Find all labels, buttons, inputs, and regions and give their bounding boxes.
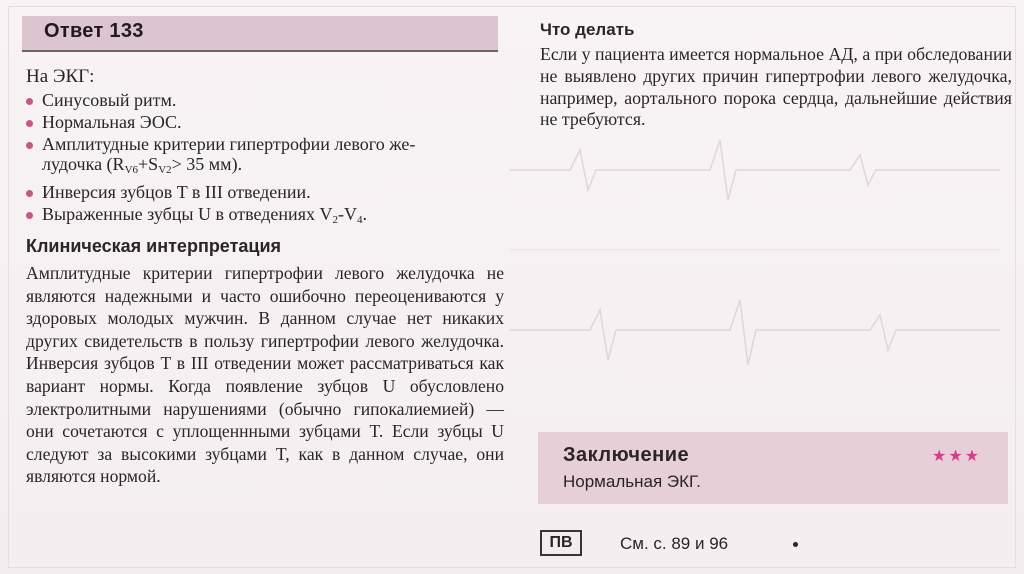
conclusion-title: Заключение bbox=[563, 444, 690, 466]
subscript: 2 bbox=[332, 214, 338, 226]
finding-line1: Амплитудные критерии гипертрофии левого же- bbox=[42, 134, 416, 154]
subscript: V2 bbox=[158, 164, 172, 176]
ecg-bleed-through bbox=[510, 130, 1000, 430]
subscript: V6 bbox=[124, 164, 139, 176]
finding-item bbox=[26, 90, 506, 110]
rating-stars-icon: ★★★ bbox=[932, 446, 982, 465]
finding-item bbox=[26, 112, 506, 132]
finding-item bbox=[26, 182, 506, 202]
finding-line2-pre: лудочка (R bbox=[42, 154, 125, 174]
clinical-heading: Клиническая интерпретация bbox=[26, 236, 282, 256]
dot-mark bbox=[793, 542, 798, 547]
finding-pre: Выраженные зубцы U в отведениях V bbox=[42, 204, 333, 224]
finding-post: . bbox=[362, 204, 367, 224]
finding-item bbox=[26, 134, 506, 180]
finding-text: Синусовый ритм. bbox=[42, 90, 177, 110]
bullet-icon bbox=[26, 120, 33, 127]
finding-mid: +S bbox=[138, 154, 159, 174]
bullet-icon bbox=[26, 190, 33, 197]
finding-text: Нормальная ЭОС. bbox=[42, 112, 182, 132]
bullet-icon bbox=[26, 98, 33, 105]
clinical-body: Амплитудные критерии гипертрофии левого желудочка не являются надежными и часто ошибочно переоцениваются у здоровых молодых мужчин. В данном случае нет никаких других свидетельств в пользу гипертрофии левого желудочка. Инверсия зубцов T в III отведении может рассматриваться как вариант нормы. Когда появление зубцов U обусловлено электролитными нарушениями (обычно гипокалиемией) — они сочетаются с уплощеннными зубцами T. Если зубцы U следуют за высокими зубцами T, как в данном случае, они являются нормой. bbox=[26, 263, 504, 487]
ecg-heading: На ЭКГ: bbox=[26, 66, 95, 87]
ecg-findings-list bbox=[26, 90, 506, 232]
conclusion-text: Нормальная ЭКГ. bbox=[563, 472, 701, 491]
subscript: 4 bbox=[356, 214, 363, 226]
what-to-do-heading: Что делать bbox=[540, 20, 635, 39]
finding-post: > 35 мм). bbox=[171, 154, 243, 174]
what-to-do-body: Если у пациента имеется нормальное АД, а при обследовании не выявлено других причин гипертрофии левого желудочка, например, аортального порока сердца, дальнейшие действия не требуются. bbox=[540, 44, 1012, 130]
bullet-icon bbox=[26, 142, 33, 149]
page-reference: См. с. 89 и 96 bbox=[620, 534, 729, 553]
pv-badge: ПВ bbox=[540, 530, 582, 556]
conclusion-box bbox=[538, 432, 1008, 504]
bullet-icon bbox=[26, 212, 33, 219]
finding-item bbox=[26, 204, 506, 230]
finding-text: Инверсия зубцов T в III отведении. bbox=[42, 182, 311, 202]
answer-title: Ответ 133 bbox=[44, 20, 144, 42]
finding-mid: -V bbox=[337, 204, 357, 224]
